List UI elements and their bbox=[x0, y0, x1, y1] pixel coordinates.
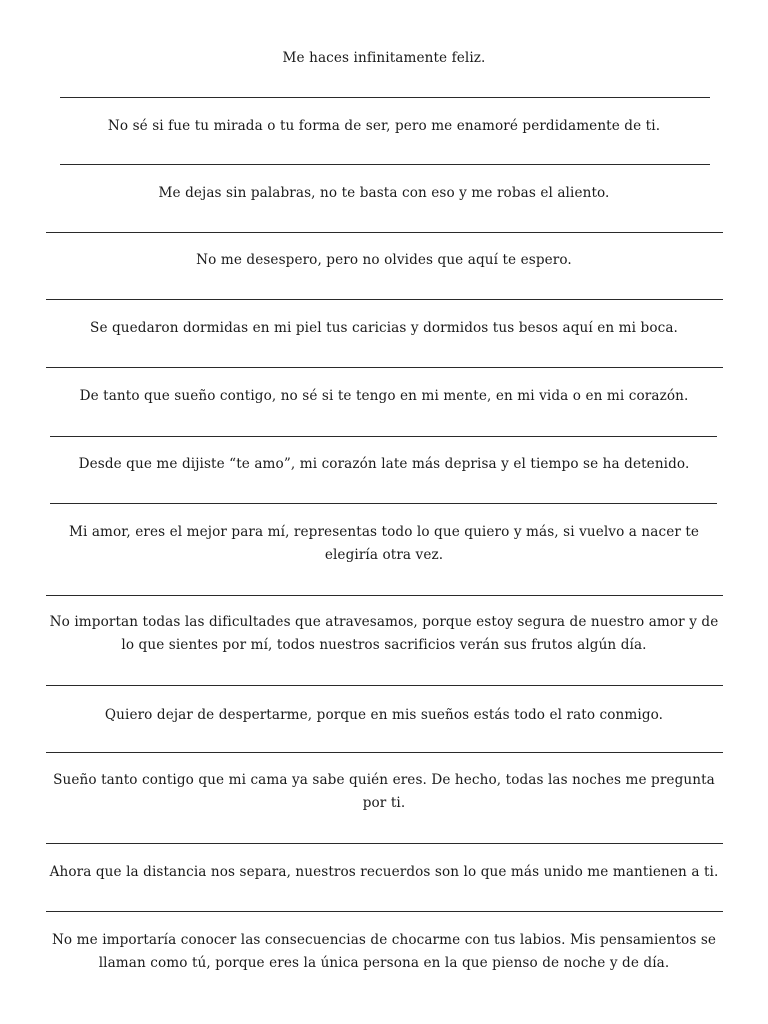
separator-line bbox=[46, 232, 723, 233]
phrase: No me desespero, pero no olvides que aquí te espero. bbox=[196, 252, 572, 268]
separator-line bbox=[50, 503, 717, 504]
separator-line bbox=[46, 752, 723, 753]
phrase: No sé si fue tu mirada o tu forma de ser, pero me enamoré perdidamente de ti. bbox=[107, 118, 661, 134]
separator-line bbox=[46, 843, 723, 844]
separator-line bbox=[60, 97, 710, 98]
phrase: De tanto que sueño contigo, no sé si te tengo en mi mente, en mi vida o en mi corazón. bbox=[79, 388, 689, 404]
separator-line bbox=[46, 911, 723, 912]
separator-line bbox=[50, 436, 717, 437]
phrase: Mi amor, eres el mejor para mí, representas todo lo que quiero y más, si vuelvo a nacer te elegiría otra vez. bbox=[68, 524, 700, 563]
separator-line bbox=[46, 685, 723, 686]
separator-line bbox=[46, 299, 723, 300]
separator-line bbox=[46, 595, 723, 596]
phrase: Ahora que la distancia nos separa, nuestros recuerdos son lo que más unido me mantienen a ti. bbox=[49, 864, 719, 880]
phrase: Sueño tanto contigo que mi cama ya sabe quién eres. De hecho, todas las noches me pregunta por ti. bbox=[53, 772, 715, 811]
phrase: No importan todas las dificultades que atravesamos, porque estoy segura de nuestro amor y de lo que sientes por mí, todos nuestros sacrificios verán sus frutos algún día. bbox=[49, 614, 719, 653]
separator-line bbox=[60, 164, 710, 165]
phrase: Desde que me dijiste “te amo”, mi corazón late más deprisa y el tiempo se ha detenido. bbox=[78, 456, 690, 472]
phrase: Me haces infinitamente feliz. bbox=[282, 50, 486, 66]
phrase: Quiero dejar de despertarme, porque en mis sueños estás todo el rato conmigo. bbox=[104, 707, 664, 723]
phrase: Me dejas sin palabras, no te basta con eso y me robas el aliento. bbox=[158, 185, 610, 201]
separator-line bbox=[46, 367, 723, 368]
phrase: No me importaría conocer las consecuencias de chocarme con tus labios. Mis pensamientos se llaman como tú, porque eres la única persona en la que pienso de noche y de día. bbox=[51, 932, 717, 971]
phrase: Se quedaron dormidas en mi piel tus caricias y dormidos tus besos aquí en mi boca. bbox=[90, 320, 678, 336]
